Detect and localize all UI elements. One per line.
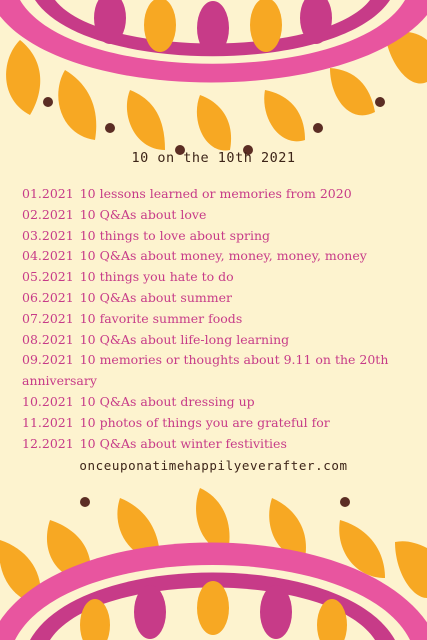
- list-item: 01.2021 10 lessons learned or memories from 2020: [22, 186, 352, 201]
- list-item: 09.2021 10 memories or thoughts about 9.11 on the 20th anniversary: [22, 352, 389, 389]
- page-title: 10 on the 10th 2021: [131, 150, 296, 166]
- list-item: 04.2021 10 Q&As about money, money, money, money: [22, 248, 367, 264]
- list-item: 08.2021 10 Q&As about life-long learning: [22, 331, 290, 347]
- bottom-mandala-decoration: [0, 480, 427, 640]
- list-item: 05.2021 10 things you hate to do: [22, 269, 234, 285]
- list-item: 02.2021 10 Q&As about love: [22, 206, 207, 222]
- list-item: 07.2021 10 favorite summer foods: [22, 310, 243, 326]
- list-item: 10.2021 10 Q&As about dressing up: [22, 393, 255, 409]
- website-footer: onceuponatimehappilyeverafter.com: [79, 458, 348, 473]
- list-item: 12.2021 10 Q&As about winter festivities: [22, 435, 287, 451]
- top-mandala-decoration: [0, 0, 427, 170]
- list-item: 11.2021 10 photos of things you are grateful for: [22, 414, 330, 430]
- list-item: 03.2021 10 things to love about spring: [22, 227, 271, 243]
- list-item: 06.2021 10 Q&As about summer: [22, 289, 232, 305]
- schedule-list: [22, 184, 417, 454]
